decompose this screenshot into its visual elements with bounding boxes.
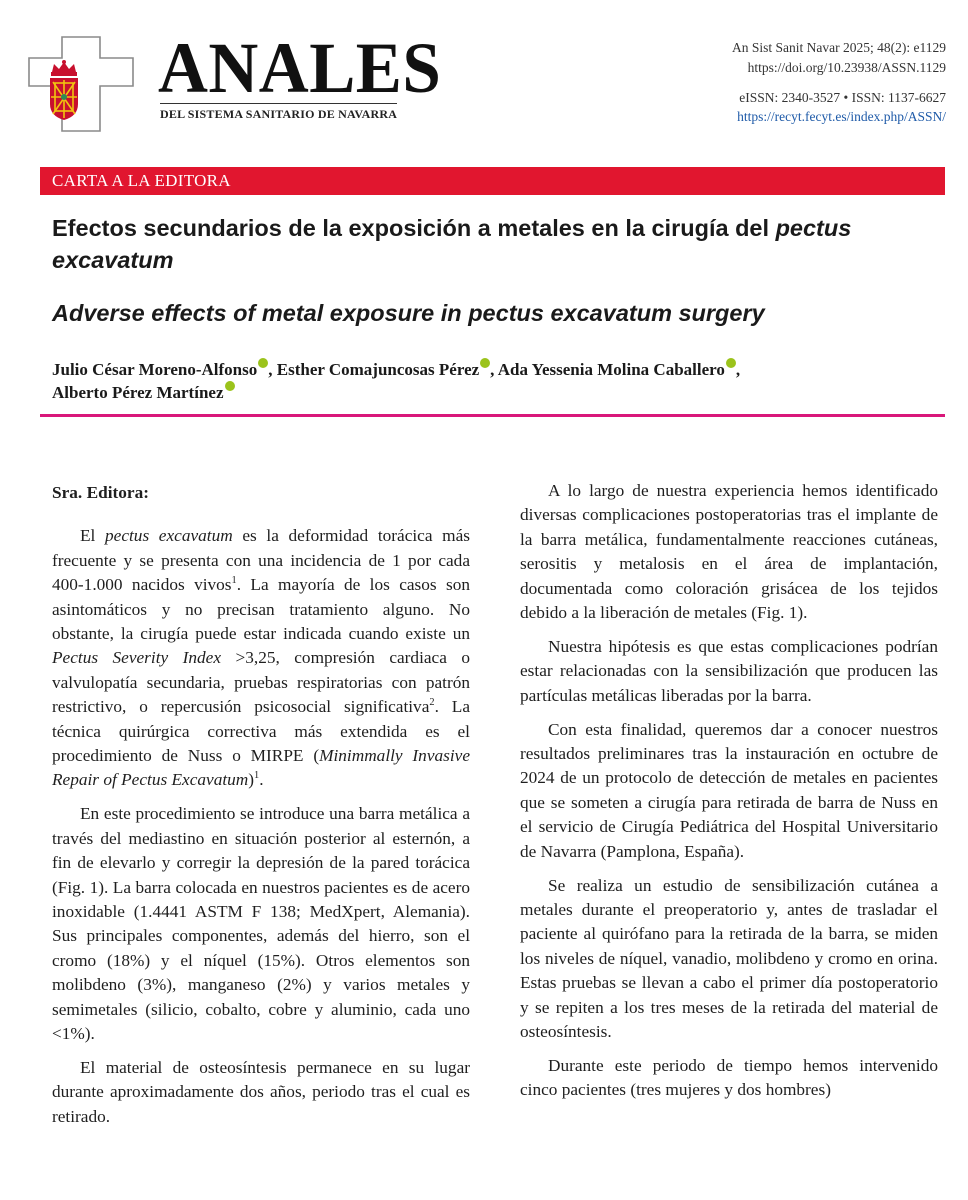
journal-url-link[interactable]: https://recyt.fecyt.es/index.php/ASSN/ — [737, 109, 946, 124]
paragraph: Durante este periodo de tiempo hemos intervenido cinco pacientes (tres mujeres y dos hombres) — [520, 1055, 938, 1100]
author-name: Julio César Moreno-Alfonso — [52, 360, 258, 379]
journal-title: ANALES — [158, 28, 442, 108]
paragraph: Con esta finalidad, queremos dar a conocer nuestros resultados preliminares tras la instauración en octubre de 2024 de un protocolo de detección de metales en pacientes que se someten a cirugía para retirada de barra de Nuss en el servicio de Cirugía Pediátrica del Hospital Universitario de Navarra (Pamplona, España). — [520, 719, 938, 861]
article-title-en: Adverse effects of metal exposure in pectus excavatum surgery — [52, 300, 765, 326]
paragraph: Se realiza un estudio de sensibilización cutánea a metales durante el preoperatorio y, antes de trasladar el paciente al quirófano para la retirada de la barra, se miden los niveles de níquel, vanadio, molibdeno y cromo en orina. Estas pruebas se llevan a cabo el primer día postoperatorio y se repiten a los tres meses de la retirada del material de osteosíntesis. — [520, 875, 938, 1042]
paragraph: El pectus excavatum es la deformidad torácica más frecuente y se presenta con una incidencia de 1 por cada 400-1.000 nacidos vivos$^1$. La mayoría de los casos son asintomáticos y no precisan tratamiento alguno. No obstante, la cirugía puede estar indicada cuando existe un Pectus Severity Index >3,25, compresión cardiaca o valvulopatía secundaria, pruebas respiratorias con patrón restrictivo, o repercusión psicosocial significativa$^2$. La técnica quirúrgica correctiva más extendida es el procedimiento de Nuss o MIRPE (Minimmally Invasive Repair of Pectus Excavatum)$^1$. — [52, 526, 470, 790]
body-column-left — [52, 481, 470, 1139]
orcid-icon[interactable] — [726, 358, 736, 368]
body-column-right — [520, 479, 938, 1112]
author-name: Ada Yessenia Molina Caballero — [497, 360, 725, 379]
navarra-coat-of-arms-icon — [28, 36, 134, 132]
doi[interactable]: https://doi.org/10.23938/ASSN.1129 — [747, 60, 946, 75]
title-es-italic: pectus excavatum — [52, 215, 852, 273]
orcid-icon[interactable] — [225, 381, 235, 391]
citation: An Sist Sanit Navar 2025; 48(2): e1129 — [732, 40, 946, 55]
author-name: Alberto Pérez Martínez — [52, 383, 224, 402]
paragraph: El material de osteosíntesis permanece en su lugar durante aproximadamente dos años, periodo tras el cual es retirado. — [52, 1057, 470, 1126]
title-es-text: Efectos secundarios de la exposición a metales en la cirugía del — [52, 215, 770, 241]
author-list: Julio César Moreno-Alfonso , Esther Comajuncosas Pérez , Ada Yessenia Molina Caballero , Alberto Pérez Martínez — [52, 360, 741, 402]
article-title-es — [52, 212, 932, 276]
orcid-icon[interactable] — [480, 358, 490, 368]
salutation: Sra. Editora: — [52, 483, 149, 502]
paragraph: Nuestra hipótesis es que estas complicaciones podrían estar relacionadas con la sensibilización que producen las partículas metálicas liberadas por la barra. — [520, 636, 938, 705]
paragraph: En este procedimiento se introduce una barra metálica a través del mediastino en situación posterior al esternón, a fin de elevarlo y corregir la depresión de la pared torácica (Fig. 1). La barra colocada en nuestros pacientes es de acero inoxidable (1.4441 ASTM F 138; MedXpert, Alemania). Sus principales componentes, además del hierro, son el cromo (18%) y el níquel (15%). Otros elementos son molibdeno (3%), manganeso (2%) y varios metales y semimetales (silicio, cobalto, cobre y aluminio, cada uno <1%). — [52, 804, 470, 1044]
author-name: Esther Comajuncosas Pérez — [276, 360, 480, 379]
journal-subtitle: DEL SISTEMA SANITARIO DE NAVARRA — [160, 103, 397, 122]
paragraph: A lo largo de nuestra experiencia hemos identificado diversas complicaciones postoperatorias tras el implante de la barra metálica, fundamentalmente reacciones cutáneas, serositis y metalosis en el área de implantación, documentada como coloración grisácea de los tejidos debido a la liberación de metales (Fig. 1). — [520, 481, 938, 623]
orcid-icon[interactable] — [258, 358, 268, 368]
journal-url[interactable] — [737, 109, 946, 125]
header-divider — [40, 414, 945, 417]
section-label: CARTA A LA EDITORA — [40, 167, 945, 195]
issn: eISSN: 2340-3527 • ISSN: 1137-6627 — [739, 90, 946, 105]
